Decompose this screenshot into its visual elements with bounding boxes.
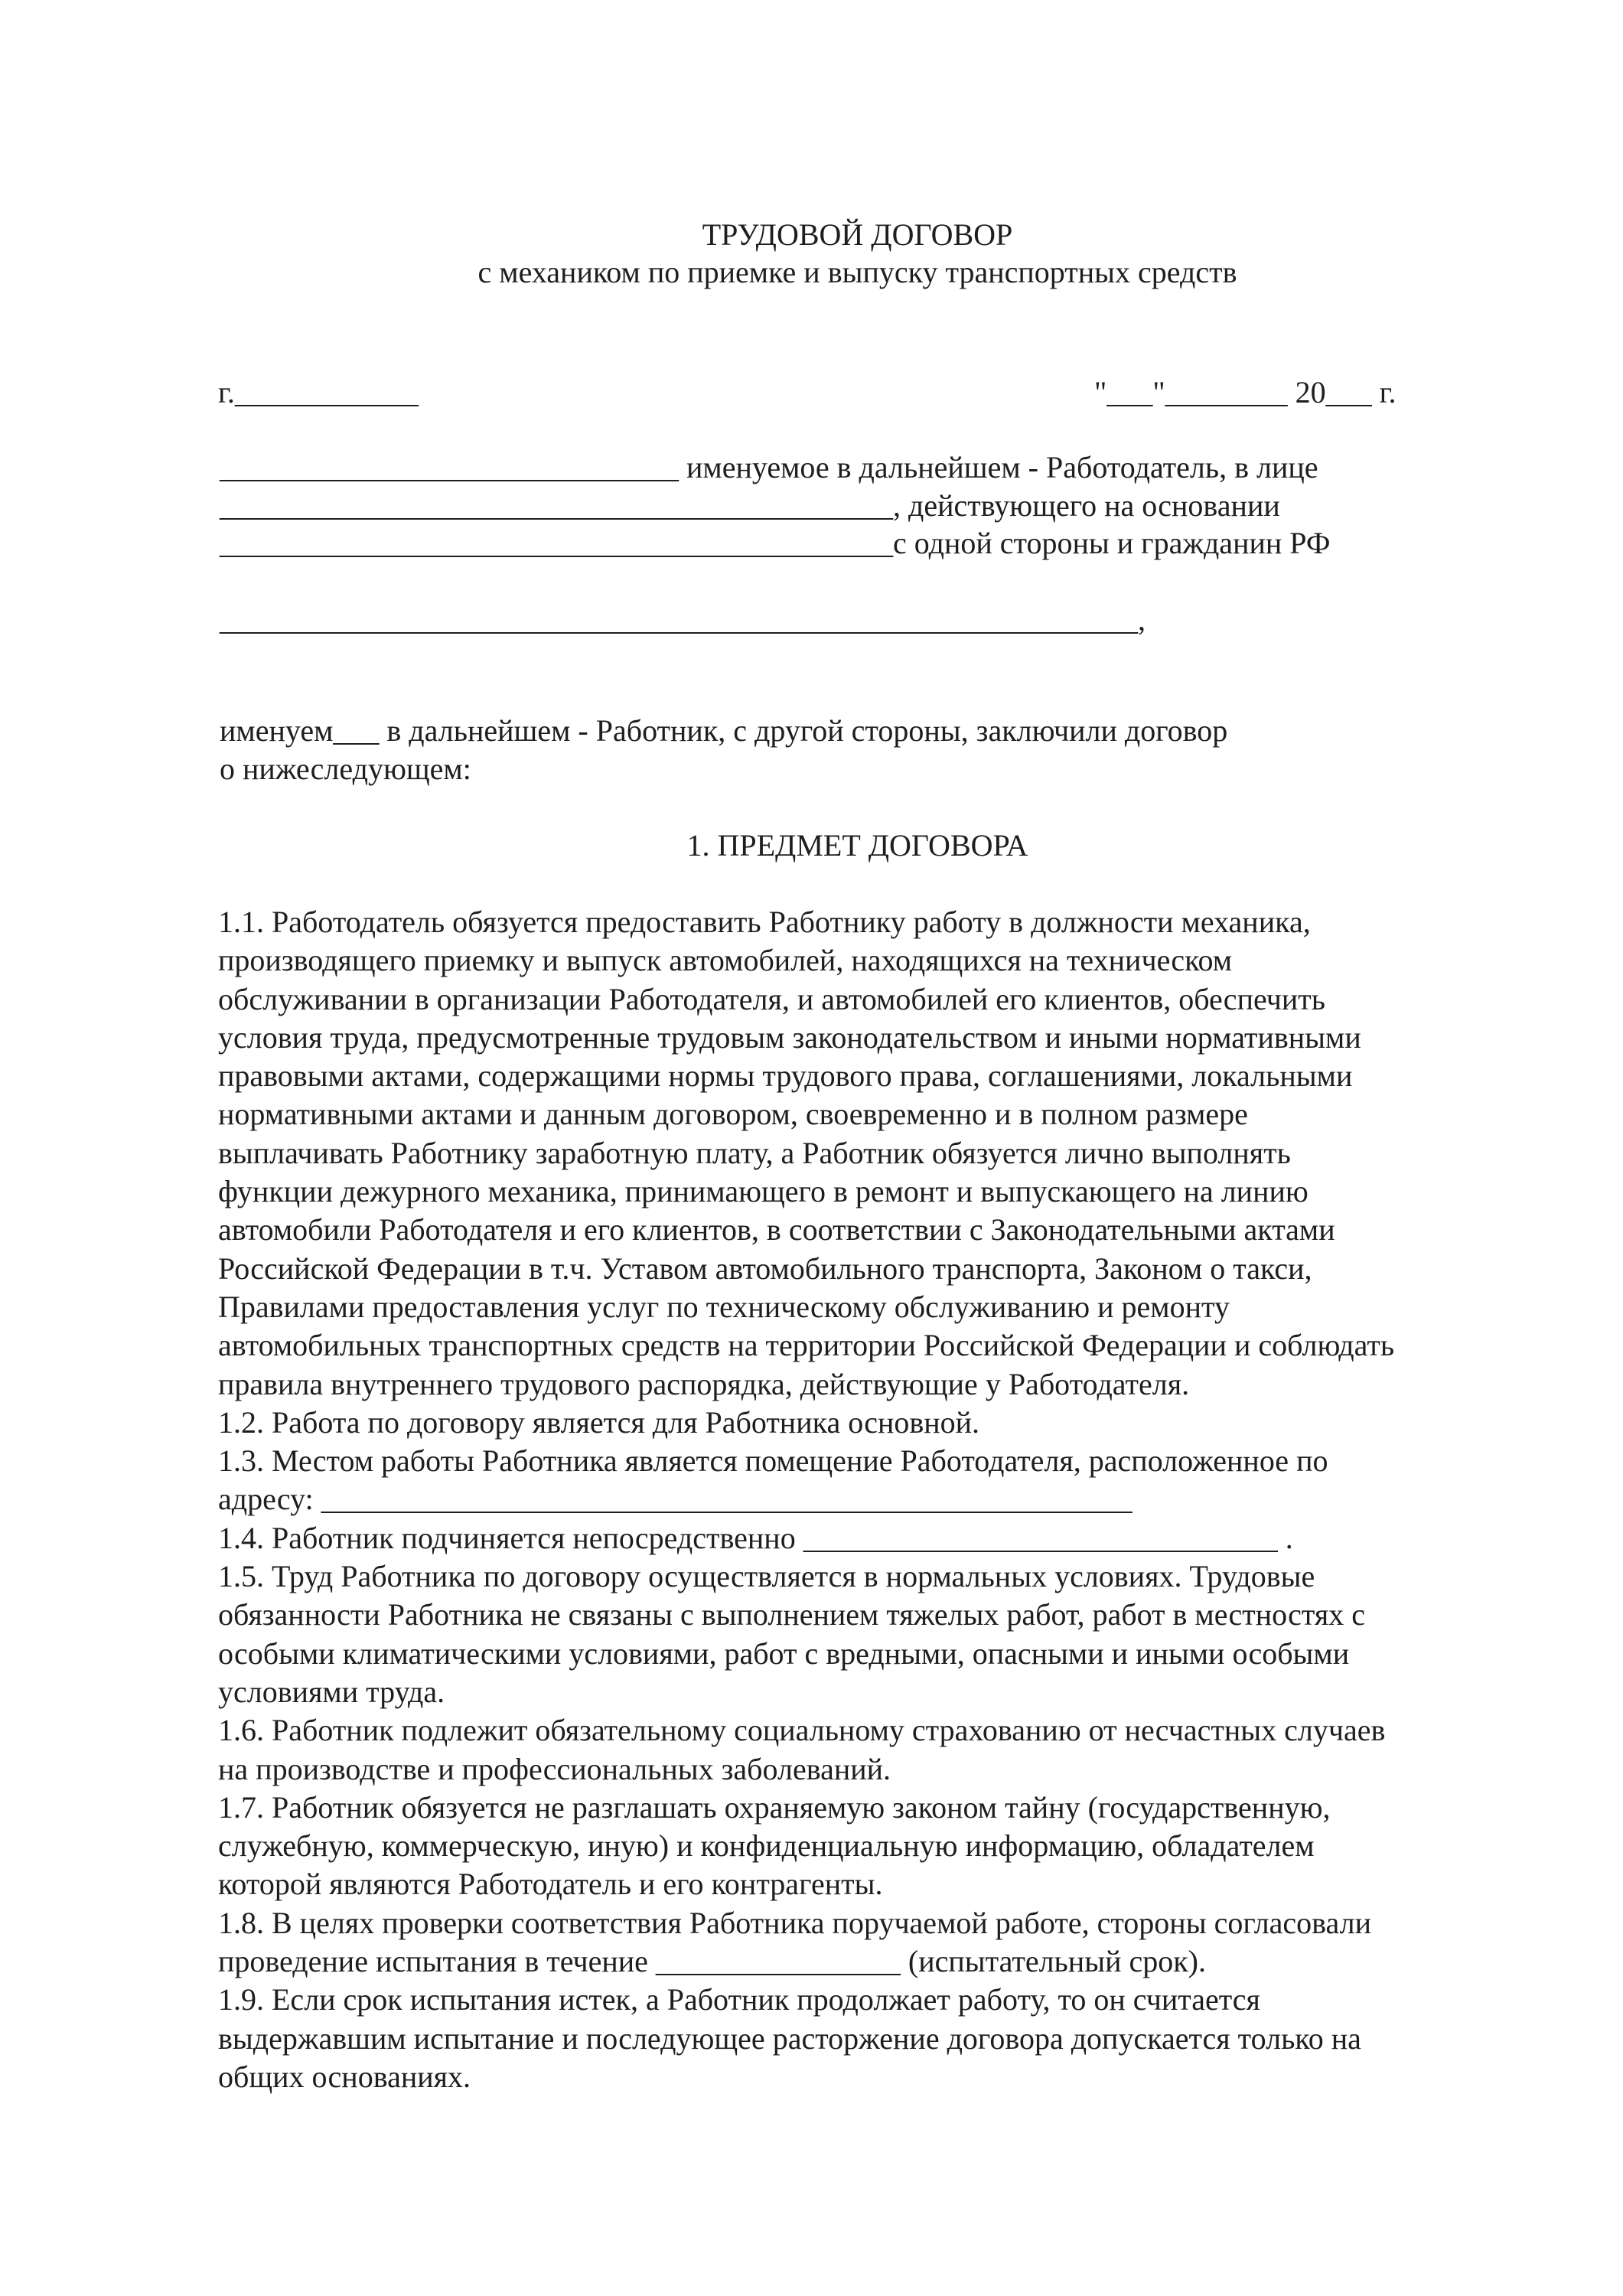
clause-line: служебную, коммерческую, иную) и конфиденциальную информацию, обладателем bbox=[218, 1828, 1315, 1864]
clause-line: 1.3. Местом работы Работника является помещение Работодателя, расположенное по bbox=[218, 1443, 1328, 1479]
clause-line: 1.1. Работодатель обязуется предоставить Работнику работу в должности механика, bbox=[218, 905, 1311, 939]
clause-line: обслуживании в организации Работодателя, и автомобилей его клиентов, обеспечить bbox=[218, 981, 1325, 1016]
clause-line: выдержавшим испытание и последующее расторжение договора допускается только на bbox=[218, 2020, 1361, 2056]
clause-line: автомобили Работодателя и его клиентов, в соответствии с Законодательными актами bbox=[218, 1212, 1335, 1247]
clause-line: правовыми актами, содержащими нормы трудового права, соглашениями, локальными bbox=[218, 1058, 1353, 1094]
clause-line: которой являются Работодатель и его контрагенты. bbox=[218, 1867, 883, 1902]
city-field: г.____________ bbox=[218, 375, 419, 409]
section-title: 1. ПРЕДМЕТ ДОГОВОРА bbox=[686, 828, 1028, 863]
clause-line: общих основаниях. bbox=[218, 2059, 471, 2094]
document-subtitle: с механиком по приемке и выпуску транспортных средств bbox=[477, 255, 1237, 289]
clause-line: адресу: _____________________________________________________ bbox=[218, 1482, 1133, 1517]
clause-line: Российской Федерации в т.ч. Уставом автомобильного транспорта, Законом о такси, bbox=[218, 1251, 1312, 1286]
clause-line: 1.6. Работник подлежит обязательному социальному страхованию от несчастных случаев bbox=[218, 1713, 1386, 1748]
clause-line: нормативными актами и данным договором, своевременно и в полном размере bbox=[218, 1097, 1248, 1132]
clause-line: особыми климатическими условиями, работ с вредными, опасными и иными особыми bbox=[218, 1636, 1350, 1671]
clause-line: производящего приемку и выпуск автомобилей, находящихся на техническом bbox=[218, 943, 1233, 978]
preamble-line-basis: ____________________________________________с одной стороны и гражданин РФ bbox=[220, 526, 1331, 560]
clause-line: 1.4. Работник подчиняется непосредственно _______________________________ . bbox=[218, 1520, 1293, 1555]
clause-line: правила внутреннего трудового распорядка, действующие у Работодателя. bbox=[218, 1366, 1190, 1401]
clause-line: проведение испытания в течение ________________ (испытательный срок). bbox=[218, 1944, 1206, 1979]
clause-line: обязанности Работника не связаны с выполнением тяжелых работ, работ в местностях с bbox=[218, 1597, 1365, 1632]
clause-line: выплачивать Работнику заработную плату, а Работник обязуется лично выполнять bbox=[218, 1135, 1291, 1170]
preamble-line-employer: ______________________________ именуемое в дальнейшем - Работодатель, в лице bbox=[220, 450, 1318, 484]
preamble-line-employee-name: ____________________________________________________________, bbox=[220, 602, 1146, 637]
date-field: "___"________ 20___ г. bbox=[1094, 375, 1396, 409]
clause-line: условиями труда. bbox=[218, 1674, 445, 1709]
preamble-line-representative: ____________________________________________, действующего на основании bbox=[220, 488, 1280, 523]
section-body bbox=[218, 903, 1511, 2096]
clause-line: 1.2. Работа по договору является для Работника основной. bbox=[218, 1404, 980, 1440]
document-title: ТРУДОВОЙ ДОГОВОР bbox=[702, 217, 1013, 252]
clause-line: 1.9. Если срок испытания истек, а Работник продолжает работу, то он считается bbox=[218, 1982, 1260, 2017]
preamble-line-employee: именуем___ в дальнейшем - Работник, с другой стороны, заключили договор bbox=[220, 713, 1228, 748]
clause-line: автомобильных транспортных средств на территории Российской Федерации и соблюдать bbox=[218, 1328, 1395, 1363]
clause-line: условия труда, предусмотренные трудовым законодательством и иными нормативными bbox=[218, 1019, 1361, 1055]
clause-line: 1.5. Труд Работника по договору осуществляется в нормальных условиях. Трудовые bbox=[218, 1559, 1315, 1594]
clause-line: 1.8. В целях проверки соответствия Работника поручаемой работе, стороны согласовали bbox=[218, 1905, 1372, 1940]
clause-line: на производстве и профессиональных заболеваний. bbox=[218, 1751, 891, 1786]
preamble-line-agreement: о нижеследующем: bbox=[220, 752, 471, 786]
clause-line: Правилами предоставления услуг по техническому обслуживанию и ремонту bbox=[218, 1289, 1230, 1324]
clause-line: 1.7. Работник обязуется не разглашать охраняемую законом тайну (государственную, bbox=[218, 1789, 1331, 1825]
clause-line: функции дежурного механика, принимающего в ремонт и выпускающего на линию bbox=[218, 1174, 1309, 1209]
